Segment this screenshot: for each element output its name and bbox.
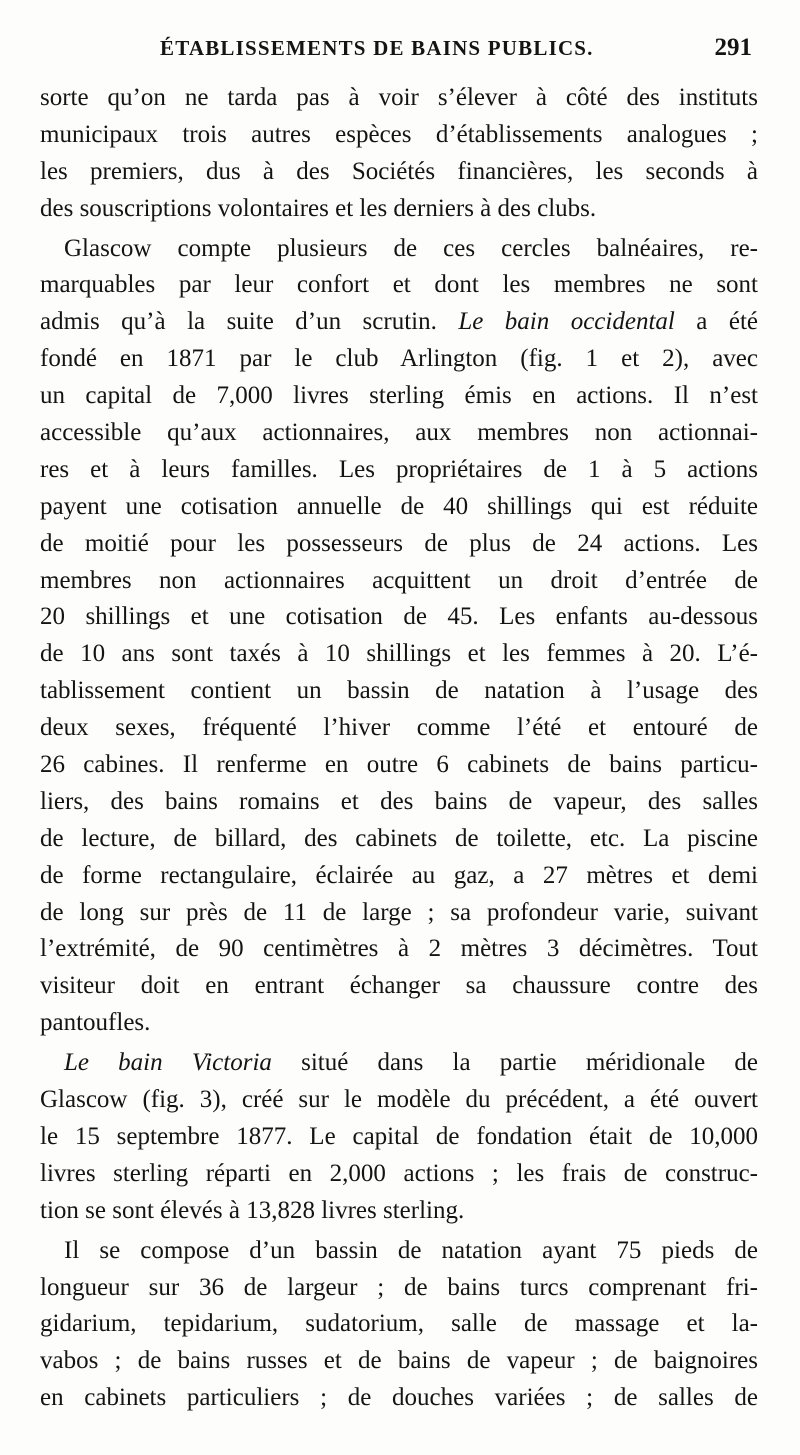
page-header — [0, 28, 800, 68]
text-line: Glascow compte plusieurs de ces cercles balnéaires, re- — [64, 234, 758, 262]
text-line: accessible qu’aux actionnaires, aux membres non actionnai- — [40, 419, 758, 447]
text-line: le 15 septembre 1877. Le capital de fondation était de 10,000 — [40, 1122, 758, 1150]
text-line: de lecture, de billard, des cabinets de toilette, etc. La piscine — [40, 824, 758, 852]
text-line: fondé en 1871 par le club Arlington (fig. 1 et 2), avec — [40, 345, 758, 373]
text-line: longueur sur 36 de largeur ; de bains turcs comprenant fri- — [40, 1273, 758, 1301]
paragraph-1 — [40, 80, 758, 228]
paragraph-4 — [40, 1233, 758, 1417]
text-line: 20 shillings et une cotisation de 45. Les enfants au-dessous — [40, 603, 758, 631]
text-line: tion se sont élevés à 13,828 livres sterling. — [40, 1196, 465, 1224]
text-line: en cabinets particuliers ; de douches variées ; de salles de — [40, 1384, 758, 1412]
text-line: de forme rectangulaire, éclairée au gaz, a 27 mètres et demi — [40, 861, 758, 889]
text-line: des souscriptions volontaires et les derniers à des clubs. — [40, 194, 597, 222]
text-line: visiteur doit en entrant échanger sa chaussure contre des — [40, 972, 758, 1000]
italic-title: Le bain occidental — [458, 308, 675, 336]
text-line: Glascow (fig. 3), créé sur le modèle du précédent, a été ouvert — [40, 1086, 758, 1114]
text-line: un capital de 7,000 livres sterling émis en actions. Il n’est — [40, 382, 758, 410]
line-segment: situé dans la partie méridionale de — [271, 1049, 758, 1077]
text-line: deux sexes, fréquenté l’hiver comme l’été et entouré de — [40, 714, 758, 742]
text-line: res et à leurs familles. Les propriétaires de 1 à 5 actions — [40, 455, 758, 483]
text-line: membres non actionnaires acquittent un droit d’entrée de — [40, 566, 758, 594]
body-text — [40, 80, 758, 1417]
text-line: payent une cotisation annuelle de 40 shillings qui est réduite — [40, 492, 758, 520]
text-line: vabos ; de bains russes et de bains de vapeur ; de baignoires — [40, 1347, 758, 1375]
paragraph-3 — [40, 1045, 758, 1229]
text-line: tablissement contient un bassin de natation à l’usage des — [40, 677, 758, 705]
text-line-with-italic — [40, 1045, 758, 1082]
line-segment: admis qu’à la suite d’un scrutin. — [40, 308, 437, 336]
text-line: de moitié pour les possesseurs de plus de 24 actions. Les — [40, 529, 758, 557]
text-line: de 10 ans sont taxés à 10 shillings et les femmes à 20. L’é- — [40, 640, 758, 668]
text-line: de long sur près de 11 de large ; sa profondeur varie, suivant — [40, 898, 758, 926]
italic-title: Le bain Victoria — [64, 1049, 272, 1077]
text-line-with-italic — [40, 304, 758, 341]
text-line: sorte qu’on ne tarda pas à voir s’élever à côté des instituts — [40, 84, 758, 111]
running-title: ÉTABLISSEMENTS DE BAINS PUBLICS. — [160, 36, 594, 60]
paragraph-2 — [40, 231, 758, 1043]
text-line: municipaux trois autres espèces d’établissements analogues ; — [40, 120, 758, 148]
text-line: 26 cabines. Il renferme en outre 6 cabinets de bains particu- — [40, 751, 758, 779]
text-line: livres sterling réparti en 2,000 actions ; les frais de construc- — [40, 1159, 758, 1187]
text-line: marquables par leur confort et dont les membres ne sont — [40, 271, 758, 299]
text-line: Il se compose d’un bassin de natation ayant 75 pieds de — [64, 1236, 758, 1264]
text-line: gidarium, tepidarium, sudatorium, salle de massage et la- — [40, 1310, 758, 1338]
page-number: 291 — [714, 34, 752, 61]
line-segment: a été — [674, 308, 759, 336]
text-line: liers, des bains romains et des bains de vapeur, des salles — [40, 787, 758, 815]
text-line: les premiers, dus à des Sociétés financières, les seconds à — [40, 157, 758, 185]
text-line: pantoufles. — [40, 1009, 151, 1037]
text-line: l’extrémité, de 90 centimètres à 2 mètres 3 décimètres. Tout — [40, 935, 758, 963]
